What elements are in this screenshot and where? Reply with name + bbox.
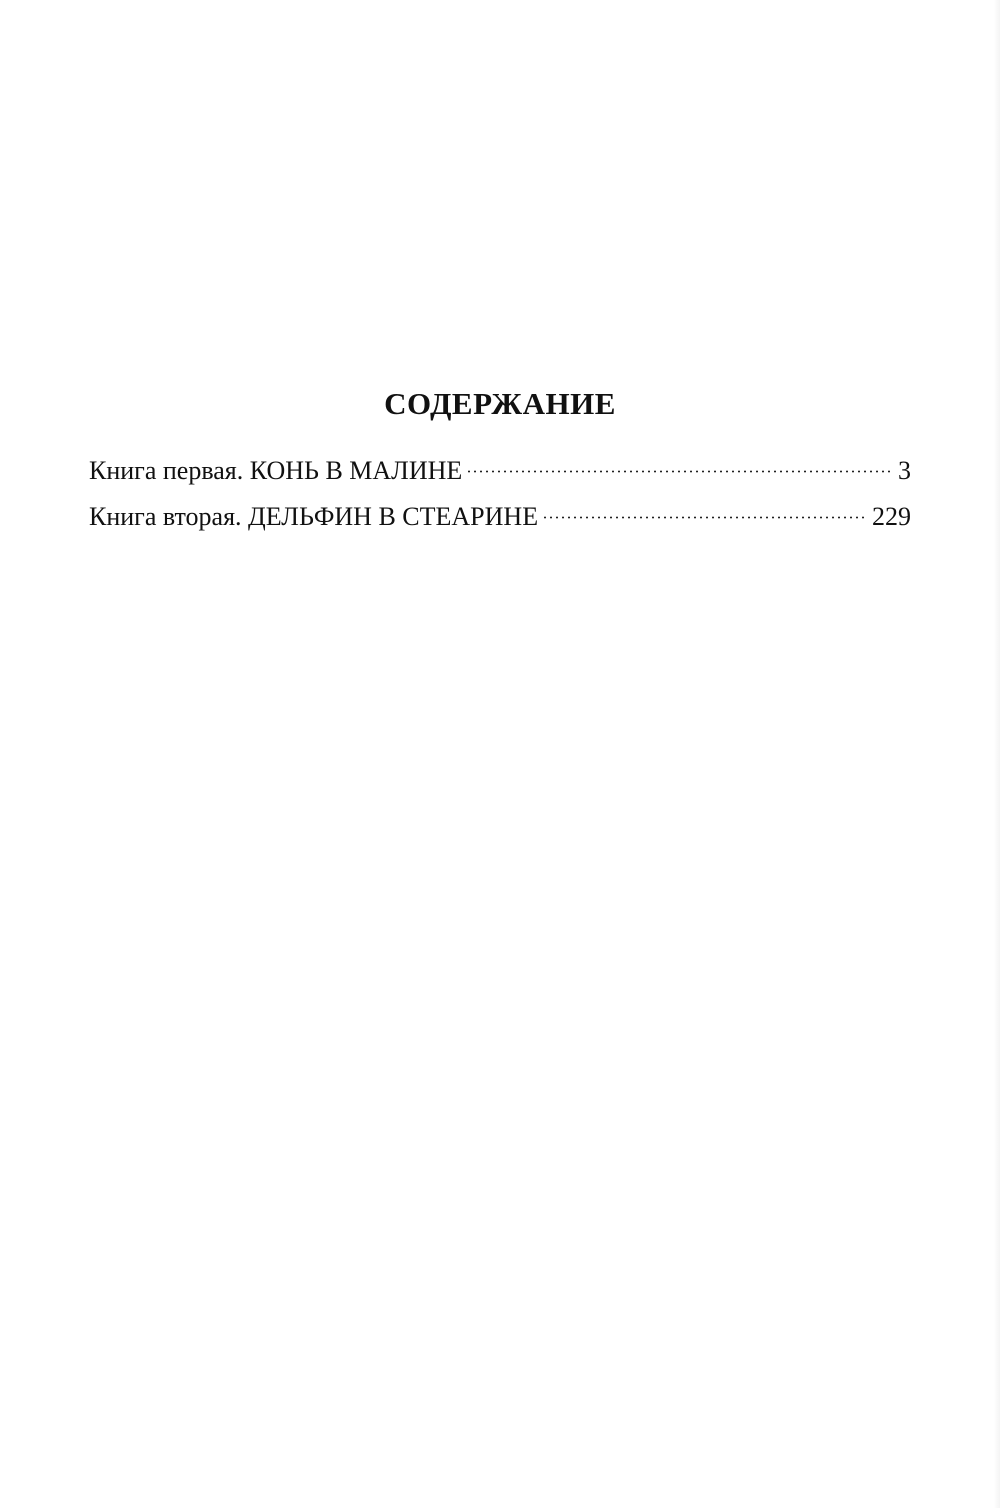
entry-text <box>89 448 462 494</box>
contents-entry-book-one <box>89 448 911 494</box>
contents-entry-book-two <box>89 494 911 540</box>
entry-label: Книга первая. <box>89 456 244 485</box>
contents-list <box>89 448 911 540</box>
dot-leader <box>466 470 894 473</box>
entry-text <box>89 494 538 540</box>
entry-title: ДЕЛЬФИН В СТЕАРИНЕ <box>248 502 539 531</box>
entry-title: КОНЬ В МАЛИНЕ <box>249 456 463 485</box>
entry-label: Книга вторая. <box>89 502 242 531</box>
page-edge <box>994 0 1000 1508</box>
dot-leader <box>542 516 868 519</box>
entry-page-number: 3 <box>898 456 911 485</box>
contents-title: СОДЕРЖАНИЕ <box>384 386 616 421</box>
entry-page-number: 229 <box>872 502 911 531</box>
